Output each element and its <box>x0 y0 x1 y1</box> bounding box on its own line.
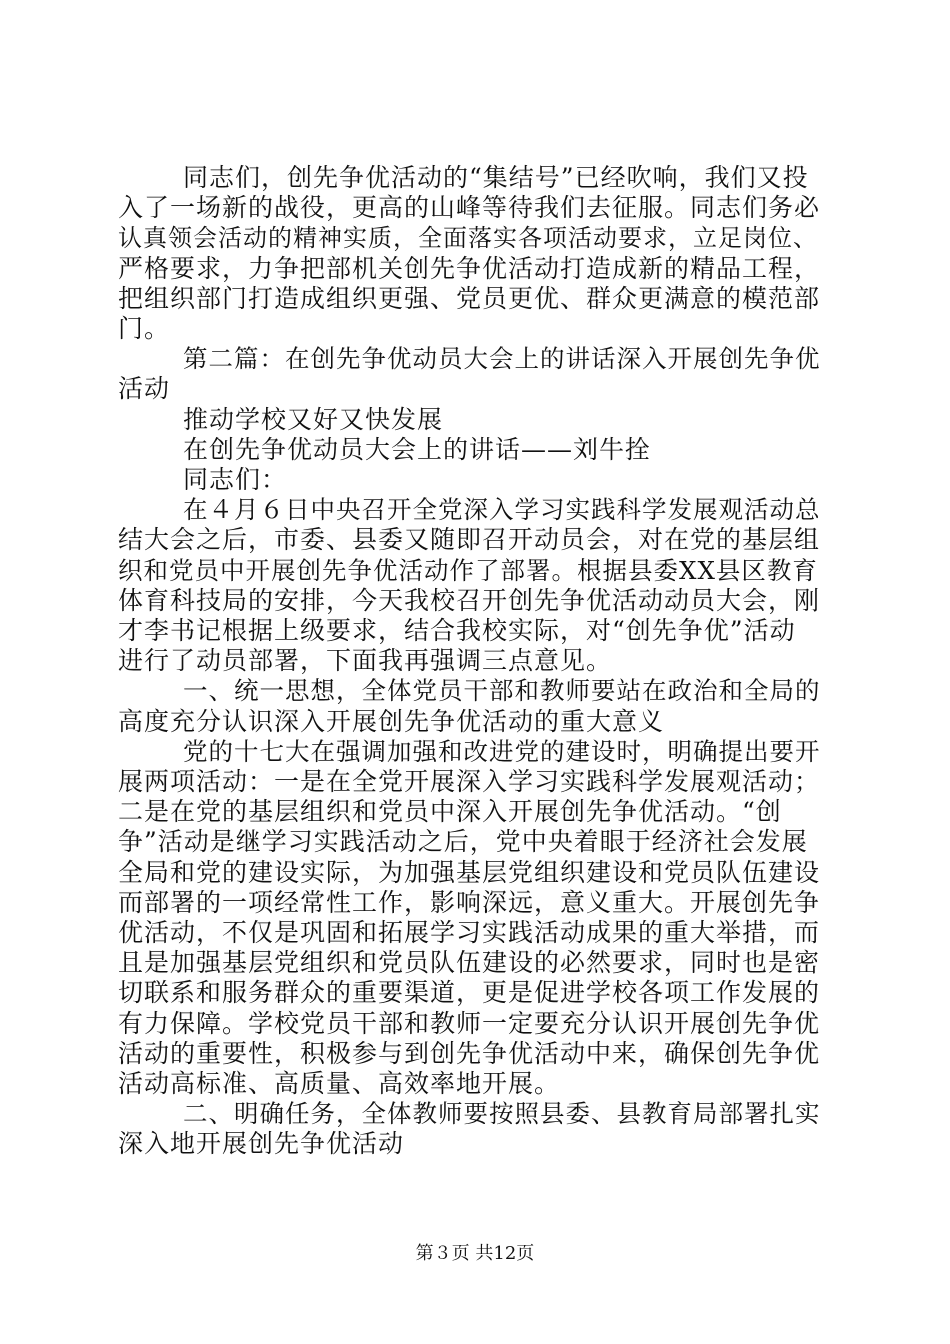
text-line: 二、明确任务，全体教师要按照县委、县教育局部署扎实 <box>183 1099 821 1128</box>
text-line: 织和党员中开展创先争优活动作了部署。根据县委XX县区教育 <box>118 556 818 585</box>
text-line: 在４月６日中央召开全党深入学习实践科学发展观活动总 <box>183 495 821 524</box>
text-line: 争”活动是继学习实践活动之后，党中央着眼于经济社会发展 <box>118 827 808 856</box>
text-line: 体育科技局的安排，今天我校召开创先争优活动动员大会，刚 <box>118 586 821 615</box>
text-line: 而部署的一项经常性工作，影响深远，意义重大。开展创先争 <box>118 888 821 917</box>
text-line: 门。 <box>118 314 171 343</box>
text-line: 严格要求，力争把部机关创先争优活动打造成新的精品工程， <box>118 254 821 283</box>
text-line: 活动 <box>118 374 171 403</box>
text-line: 活动高标准、高质量、高效率地开展。 <box>118 1069 561 1098</box>
text-line: 推动学校又好又快发展 <box>183 405 444 434</box>
text-line: 切联系和服务群众的重要渠道，更是促进学校各项工作发展的 <box>118 978 821 1007</box>
text-line: 全局和党的建设实际，为加强基层党组织建设和党员队伍建设 <box>118 858 821 887</box>
text-line: 高度充分认识深入开展创先争优活动的重大意义 <box>118 707 665 736</box>
text-line: 结大会之后，市委、县委又随即召开动员会，对在党的基层组 <box>118 525 821 554</box>
text-line: 深入地开展创先争优活动 <box>118 1129 405 1158</box>
text-line: 进行了动员部署，下面我再强调三点意见。 <box>118 646 613 675</box>
text-line: 一、统一思想，全体党员干部和教师要站在政治和全局的 <box>183 676 821 705</box>
text-line: 认真领会活动的精神实质，全面落实各项活动要求，立足岗位、 <box>118 224 818 252</box>
text-line: 党的十七大在强调加强和改进党的建设时，明确提出要开 <box>183 737 821 766</box>
text-line: 二是在党的基层组织和党员中深入开展创先争优活动。“创 <box>118 797 782 826</box>
text-line: 同志们： <box>183 465 288 494</box>
text-line: 活动的重要性，积极参与到创先争优活动中来，确保创先争优 <box>118 1039 821 1068</box>
text-line: 入了一场新的战役，更高的山峰等待我们去征服。同志们务必 <box>118 193 821 222</box>
text-line: 优活动，不仅是巩固和拓展学习实践活动成果的重大举措，而 <box>118 918 821 947</box>
text-line: 且是加强基层党组织和党员队伍建设的必然要求，同时也是密 <box>118 948 821 977</box>
text-line: 把组织部门打造成组织更强、党员更优、群众更满意的模范部 <box>118 284 821 313</box>
text-line: 有力保障。学校党员干部和教师一定要充分认识开展创先争优 <box>118 1009 821 1038</box>
text-line: 在创先争优动员大会上的讲话——刘牛拴 <box>183 435 652 464</box>
text-line: 展两项活动：一是在全党开展深入学习实践科学发展观活动； <box>118 767 821 796</box>
text-line: 才李书记根据上级要求，结合我校实际，对“创先争优”活动 <box>118 616 796 645</box>
text-line: 同志们，创先争优活动的“集结号”已经吹响，我们又投 <box>183 163 809 192</box>
page-number-footer: 第３页 共12页 <box>415 1243 535 1264</box>
text-line: 第二篇：在创先争优动员大会上的讲话深入开展创先争优 <box>183 344 821 373</box>
